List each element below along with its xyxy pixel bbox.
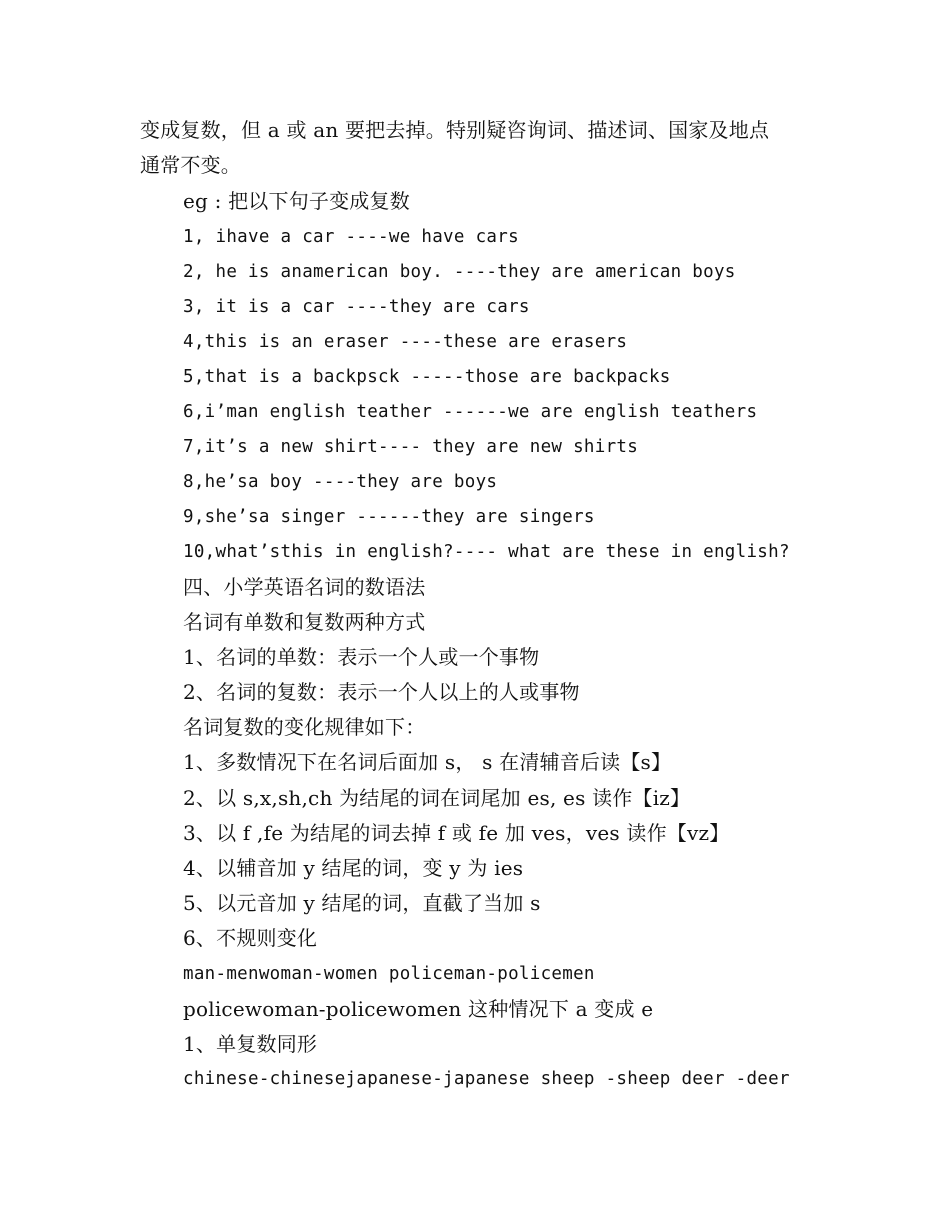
text-line-3: eg : 把以下句子变成复数 xyxy=(183,189,410,213)
example-line-8: 8,he’sa boy ----they are boys xyxy=(183,472,498,492)
example-line-1: 1, ihave a car ----we have cars xyxy=(183,227,519,247)
irregular-examples-1: man-menwoman-women policeman-policemen xyxy=(183,964,595,984)
rule-line-3: 3、以 f ,fe 为结尾的词去掉 f 或 fe 加 ves，ves 读作【vz】 xyxy=(183,821,730,845)
text-line-17: 2、名词的复数：表示一个人以上的人或事物 xyxy=(183,680,580,704)
text-line-27: 1、单复数同形 xyxy=(183,1032,318,1056)
rule-line-6: 6、不规则变化 xyxy=(183,926,318,950)
text-line-18: 名词复数的变化规律如下： xyxy=(183,715,426,739)
rule-line-2: 2、以 s,x,sh,ch 为结尾的词在词尾加 es, es 读作【iz】 xyxy=(183,786,691,810)
example-line-6: 6,i’man english teather ------we are english teathers xyxy=(183,402,758,422)
text-line-15: 名词有单数和复数两种方式 xyxy=(183,610,426,634)
rule-line-1: 1、多数情况下在名词后面加 s， s 在清辅音后读【s】 xyxy=(183,750,672,774)
example-line-3: 3, it is a car ----they are cars xyxy=(183,297,530,317)
text-line-2: 通常不变。 xyxy=(140,153,241,177)
irregular-examples-2: policewoman-policewomen 这种情况下 a 变成 e xyxy=(183,997,654,1021)
rule-line-5: 5、以元音加 y 结尾的词，直截了当加 s xyxy=(183,891,541,915)
rule-line-4: 4、以辅音加 y 结尾的词，变 y 为 ies xyxy=(183,856,524,880)
example-line-2: 2, he is anamerican boy. ----they are american boys xyxy=(183,262,736,282)
example-line-7: 7,it’s a new shirt---- they are new shirts xyxy=(183,437,639,457)
same-form-examples: chinese-chinesejapanese-japanese sheep -sheep deer -deer xyxy=(183,1069,790,1089)
example-line-10: 10,what’sthis in english?---- what are these in english? xyxy=(183,542,790,562)
text-line-16: 1、名词的单数：表示一个人或一个事物 xyxy=(183,645,540,669)
text-line-1: 变成复数，但 a 或 an 要把去掉。特别疑咨询词、描述词、国家及地点 xyxy=(140,118,770,142)
example-line-5: 5,that is a backpsck -----those are backpacks xyxy=(183,367,671,387)
section-heading: 四、小学英语名词的数语法 xyxy=(183,575,426,599)
example-line-9: 9,she’sa singer ------they are singers xyxy=(183,507,595,527)
example-line-4: 4,this is an eraser ----these are erasers xyxy=(183,332,628,352)
